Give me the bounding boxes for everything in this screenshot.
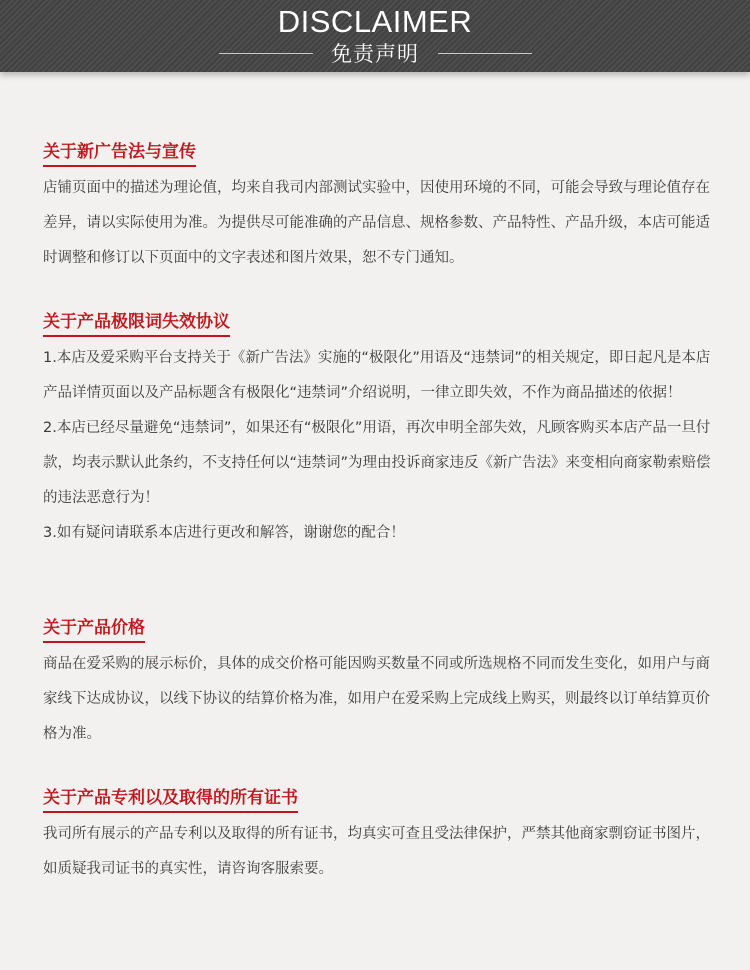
banner-subtitle: 免责声明 — [331, 42, 419, 66]
section-body — [43, 647, 713, 752]
paragraph: 1.本店及爱采购平台支持关于《新广告法》实施的“极限化”用语及“违禁词”的相关规定，即日起凡是本店产品详情页面以及产品标题含有极限化“违禁词”介绍说明，一律立即失效，不作为商品描述的依据！ — [43, 350, 711, 401]
section-body — [43, 341, 713, 551]
section-heading: 关于新广告法与宣传 — [43, 140, 196, 167]
paragraph: 我司所有展示的产品专利以及取得的所有证书，均真实可查且受法律保护，严禁其他商家剽窃证书图片，如质疑我司证书的真实性，请咨询客服索要。 — [43, 826, 710, 877]
section-body — [43, 171, 713, 276]
section-body — [43, 817, 713, 887]
banner-right-rule — [438, 53, 532, 54]
paragraph: 店铺页面中的描述为理论值，均来自我司内部测试实验中，因使用环境的不同，可能会导致与理论值存在差异，请以实际使用为准。为提供尽可能准确的产品信息、规格参数、产品特性、产品升级，本店可能适时调整和修订以下页面中的文字表述和图片效果，恕不专门通知。 — [43, 180, 710, 266]
paragraph: 商品在爱采购的展示标价，具体的成交价格可能因购买数量不同或所选规格不同而发生变化，如用户与商家线下达成协议，以线下协议的结算价格为准，如用户在爱采购上完成线上购买，则最终以订单结算页价格为准。 — [43, 656, 710, 742]
paragraph: 2.本店已经尽量避免“违禁词”，如果还有“极限化”用语，再次申明全部失效，凡顾客购买本店产品一旦付款，均表示默认此条约，不支持任何以“违禁词”为理由投诉商家违反《新广告法》来变相向商家勒索赔偿的违法恶意行为！ — [43, 420, 711, 506]
section-heading: 关于产品极限词失效协议 — [43, 310, 230, 337]
section-heading: 关于产品价格 — [43, 616, 145, 643]
section-forbidden-words — [43, 310, 713, 551]
section-heading: 关于产品专利以及取得的所有证书 — [43, 786, 298, 813]
section-patents-certificates — [43, 786, 713, 887]
banner-title: DISCLAIMER — [277, 4, 473, 39]
paragraph: 3.如有疑问请联系本店进行更改和解答，谢谢您的配合！ — [43, 525, 405, 541]
section-advertising-law — [43, 140, 713, 276]
disclaimer-banner — [0, 0, 750, 72]
section-pricing — [43, 616, 713, 752]
